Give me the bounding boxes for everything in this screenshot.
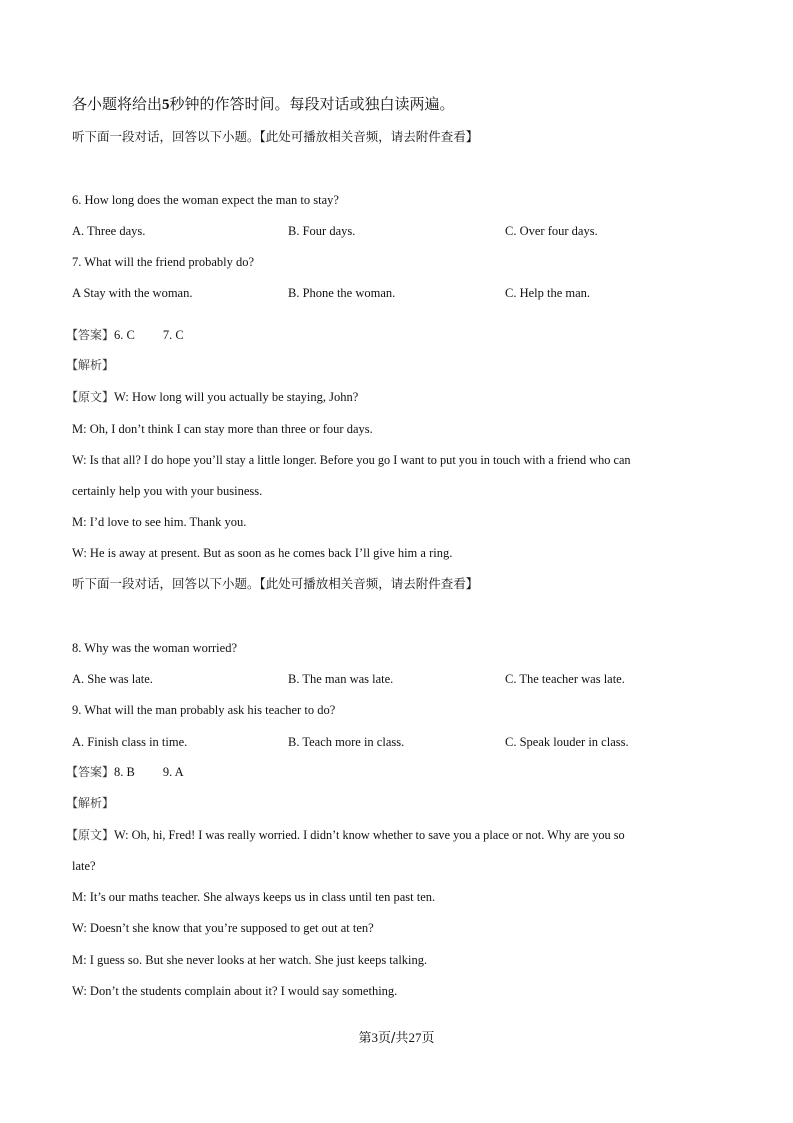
question-9: 9. What will the man probably ask his teacher to do? [72, 703, 336, 717]
page-footer: 第3页/共27页 [358, 1030, 435, 1046]
q8-option-a: A. She was late. [72, 672, 153, 686]
q6-option-c: C. Over four days. [505, 224, 598, 238]
page-total: 27 [408, 1030, 422, 1045]
transcript-1-line-3: W: Is that all? I do hope you’ll stay a little longer. Before you go I want to put you in touch with a friend who can [72, 453, 631, 467]
q9-option-b: B. Teach more in class. [288, 735, 405, 749]
answer-8: 8. B [114, 765, 135, 779]
answer-9: 9. A [162, 765, 184, 779]
transcript-1-line-5: M: I’d love to see him. Thank you. [72, 515, 247, 529]
original-label: 【原文】 [66, 828, 115, 842]
instruction-prefix: 各小题将给出 [72, 95, 163, 113]
transcript-2-line-4: W: Doesn’t she know that you’re supposed to get out at ten? [72, 921, 374, 935]
transcript-2-line-5: M: I guess so. But she never looks at her watch. She just keeps talking. [72, 953, 428, 967]
answer-label: 【答案】 [66, 765, 115, 779]
q8-option-c: C. The teacher was late. [505, 672, 625, 686]
transcript-2-line-1: 【原文】W: Oh, hi, Fred! I was really worried. I didn’t know whether to save you a place or not. Why are you so [66, 828, 625, 842]
transcript-1-line-1: 【原文】W: How long will you actually be staying, John? [66, 390, 359, 404]
analysis-label-1: 【解析】 [66, 358, 115, 372]
answer-7: 7. C [162, 328, 184, 342]
listen-prompt-2: 听下面一段对话，回答以下小题。【此处可播放相关音频，请去附件查看】 [72, 576, 479, 591]
q7-option-c: C. Help the man. [505, 286, 591, 300]
answer-label: 【答案】 [66, 328, 115, 342]
listen-prompt-1: 听下面一段对话，回答以下小题。【此处可播放相关音频，请去附件查看】 [72, 129, 479, 144]
instruction-seconds: 5 [162, 97, 170, 113]
q6-option-b: B. Four days. [288, 224, 356, 238]
transcript-2-line-6: W: Don’t the students complain about it? I would say something. [72, 984, 398, 998]
q9-option-c: C. Speak louder in class. [505, 735, 629, 749]
answer-6: 6. C [114, 328, 135, 342]
answer-line-2 [66, 764, 184, 780]
q8-option-b: B. The man was late. [288, 672, 394, 686]
page-number: 3 [371, 1030, 379, 1045]
transcript-2-line-2: late? [72, 859, 96, 873]
question-8: 8. Why was the woman worried? [72, 641, 238, 655]
question-6: 6. How long does the woman expect the man to stay? [72, 193, 339, 207]
q7-option-b: B. Phone the woman. [288, 286, 396, 300]
original-label: 【原文】 [66, 390, 115, 404]
q7-option-a: A Stay with the woman. [72, 286, 193, 300]
instruction-suffix: 秒钟的作答时间。每段对话或独白读两遍。 [169, 95, 455, 113]
q6-option-a: A. Three days. [72, 224, 146, 238]
transcript-2-line-3: M: It’s our maths teacher. She always keeps us in class until ten past ten. [72, 890, 436, 904]
answer-line-1 [66, 327, 184, 343]
instruction-line [72, 96, 455, 113]
analysis-label-2: 【解析】 [66, 796, 115, 810]
question-7: 7. What will the friend probably do? [72, 255, 255, 269]
transcript-1-line-2: M: Oh, I don’t think I can stay more than three or four days. [72, 422, 373, 436]
q9-option-a: A. Finish class in time. [72, 735, 188, 749]
transcript-1-line-6: W: He is away at present. But as soon as he comes back I’ll give him a ring. [72, 546, 453, 560]
transcript-1-line-4: certainly help you with your business. [72, 484, 263, 498]
